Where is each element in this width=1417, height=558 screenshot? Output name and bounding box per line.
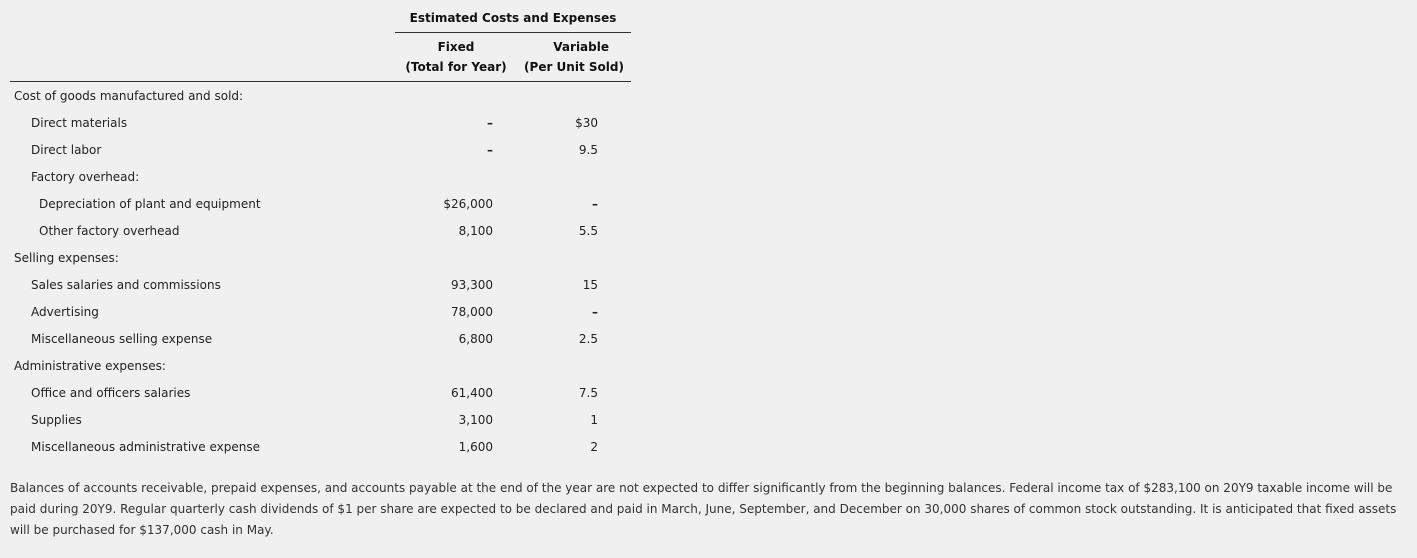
table-row [0,326,640,353]
row-label: Direct materials [31,116,128,130]
fixed-value: 78,000 [451,305,493,319]
row-label: Miscellaneous selling expense [31,332,213,346]
variable-sublabel: (Per Unit Sold) [524,60,624,74]
fixed-value: – [487,116,493,130]
header-divider [10,81,631,82]
fixed-column-header [395,37,517,77]
row-label: Advertising [31,305,99,319]
assumptions-paragraph: Balances of accounts receivable, prepaid expenses, and accounts payable at the end of the year are not expected to differ significantly from the beginning balances. Federal income tax of $283,100 on 20Y9 taxable income will be paid during 20Y9. Regular quarterly cash dividends of $1 per share are expected to be declared and paid in March, June, September, and December on 30,000 shares of common stock outstanding. It is anticipated that fixed assets will be purchased for $137,000 cash in May. [10,481,1397,537]
fixed-label: Fixed [437,40,475,54]
variable-value: 15 [582,278,598,292]
row-label: Supplies [31,413,82,427]
fixed-value: 3,100 [458,413,493,427]
table-title: Estimated Costs and Expenses [409,11,617,25]
variable-value: 9.5 [578,143,598,157]
table-row [0,164,640,191]
table-row [0,272,640,299]
row-label: Selling expenses: [14,251,119,265]
variable-value: – [592,305,598,319]
table-row [0,299,640,326]
fixed-value: – [487,143,493,157]
table-row [0,83,640,110]
fixed-value: $26,000 [443,197,493,211]
title-underline [395,32,631,33]
fixed-value: 61,400 [451,386,493,400]
table-row [0,434,640,461]
variable-label: Variable [553,40,609,54]
fixed-value: 93,300 [451,278,493,292]
table-row [0,137,640,164]
variable-value: 5.5 [578,224,598,238]
row-label: Miscellaneous administrative expense [31,440,260,454]
table-row [0,191,640,218]
row-label: Depreciation of plant and equipment [39,197,261,211]
table-row [0,380,640,407]
fixed-value: 6,800 [458,332,493,346]
fixed-value: 8,100 [458,224,493,238]
table-row [0,353,640,380]
table-row [0,110,640,137]
row-label: Other factory overhead [39,224,180,238]
variable-value: 2.5 [578,332,598,346]
variable-value: – [592,197,598,211]
variable-value: 7.5 [578,386,598,400]
table-row [0,218,640,245]
variable-value: 1 [590,413,598,427]
row-label: Cost of goods manufactured and sold: [14,89,244,103]
table-row [0,245,640,272]
variable-value: $30 [575,116,598,130]
variable-value: 2 [590,440,598,454]
row-label: Administrative expenses: [14,359,166,373]
fixed-sublabel: (Total for Year) [405,60,507,74]
row-label: Sales salaries and commissions [31,278,221,292]
row-label: Factory overhead: [31,170,140,184]
row-label: Direct labor [31,143,102,157]
variable-column-header [517,37,631,77]
table-row [0,407,640,434]
fixed-value: 1,600 [458,440,493,454]
row-label: Office and officers salaries [31,386,191,400]
